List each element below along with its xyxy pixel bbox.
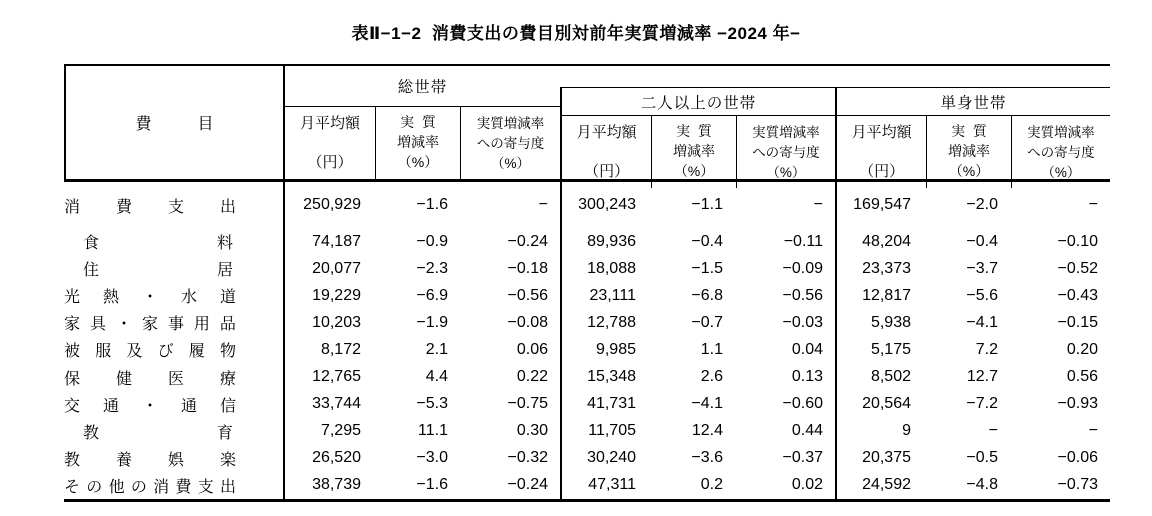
- contribution-cell: 0.06: [516, 340, 548, 358]
- contribution-cell: −0.24: [507, 232, 548, 250]
- row-label: [64, 391, 285, 418]
- row-label-char: 通: [102, 397, 119, 415]
- row-label-char: ・: [115, 316, 132, 334]
- row-label-char: 通: [180, 397, 197, 415]
- row-label-char: 娯: [167, 451, 184, 469]
- row-label-char: 育: [216, 424, 233, 442]
- rate-cell: 2.1: [425, 340, 448, 358]
- row-label: [64, 445, 285, 472]
- row-label-char: 物: [219, 343, 236, 361]
- row-label-char: 他: [108, 478, 125, 496]
- row-label: [64, 182, 285, 228]
- table-row: [64, 445, 1110, 472]
- contribution-cell: −0.75: [507, 395, 548, 413]
- row-label-char: ・: [141, 397, 158, 415]
- rate-cell: 7.2: [975, 340, 998, 358]
- subheader-real-change-rate: [926, 116, 1010, 188]
- table-row: [64, 363, 1110, 390]
- amount-cell: 12,765: [312, 368, 361, 386]
- row-label: [64, 255, 285, 282]
- subheader-line: 実 質: [951, 123, 987, 139]
- row-label-char: 信: [219, 397, 236, 415]
- row-label-char: 居: [216, 262, 233, 280]
- amount-cell: 74,187: [312, 232, 361, 250]
- row-label-char: 消: [64, 198, 81, 216]
- amount-cell: 9,985: [560, 336, 650, 363]
- contribution-cell: −0.09: [782, 259, 823, 277]
- row-label: [64, 228, 285, 255]
- subheader-line: 実 質: [676, 123, 712, 139]
- subheader-line: （円）: [584, 163, 630, 180]
- contribution-cell: −: [813, 196, 823, 213]
- header-group-two-or-more: [560, 66, 835, 179]
- contribution-cell: −0.18: [507, 259, 548, 277]
- row-label-char: 交: [64, 397, 81, 415]
- amount-cell: 19,229: [312, 286, 361, 304]
- amount-cell: 5,175: [835, 336, 925, 363]
- group-title-two-or-more: 二人以上の世帯: [562, 88, 835, 116]
- contribution-cell: −0.60: [782, 395, 823, 413]
- rate-cell: −4.1: [691, 395, 723, 413]
- rate-cell: −1.6: [416, 476, 448, 494]
- amount-cell: 11,705: [560, 418, 650, 445]
- amount-cell: 23,111: [560, 282, 650, 309]
- subheader-line: 実 質: [400, 114, 436, 130]
- row-label-char: 費: [115, 198, 132, 216]
- header-group-all-households: [285, 66, 560, 179]
- row-label-char: 用: [193, 316, 210, 334]
- contribution-cell: 0.30: [516, 422, 548, 440]
- row-label-char: 健: [115, 370, 132, 388]
- contribution-cell: −0.73: [1057, 476, 1098, 494]
- row-label: [64, 282, 285, 309]
- rate-cell: −4.1: [966, 313, 998, 331]
- contribution-cell: −0.93: [1057, 395, 1098, 413]
- amount-cell: 8,502: [835, 363, 925, 390]
- rate-cell: −1.5: [691, 259, 723, 277]
- subheader-line: 増減率: [397, 134, 439, 150]
- rate-cell: −: [988, 422, 998, 440]
- subheader-row: [562, 116, 835, 188]
- subheader-contribution: [460, 107, 560, 179]
- rate-cell: −3.6: [691, 449, 723, 467]
- contribution-cell: −0.52: [1057, 259, 1098, 277]
- subheader-line: （円）: [859, 163, 905, 180]
- amount-cell: 48,204: [835, 228, 925, 255]
- row-label-char: 医: [167, 370, 184, 388]
- row-label-char: 光: [64, 289, 81, 307]
- rate-cell: −1.6: [416, 196, 448, 213]
- row-label-char: 住: [83, 262, 100, 280]
- row-label-char: 消: [153, 478, 170, 496]
- subheader-line: 月平均額: [576, 124, 637, 141]
- contribution-cell: −0.24: [507, 476, 548, 494]
- amount-cell: 30,240: [560, 445, 650, 472]
- table-row: [64, 282, 1110, 309]
- row-label-char: の: [86, 478, 103, 496]
- table-row: [64, 418, 1110, 445]
- contribution-cell: 0.20: [1066, 340, 1098, 358]
- row-label-char: び: [157, 343, 174, 361]
- contribution-cell: −: [1088, 196, 1098, 213]
- subheader-row: [837, 116, 1110, 188]
- contribution-cell: −0.06: [1057, 449, 1098, 467]
- rate-cell: −3.0: [416, 449, 448, 467]
- row-label: [64, 336, 285, 363]
- rate-cell: −6.8: [691, 286, 723, 304]
- contribution-cell: −0.56: [782, 286, 823, 304]
- row-label-char: 被: [64, 343, 81, 361]
- row-label-char: 水: [180, 289, 197, 307]
- amount-cell: 5,938: [835, 309, 925, 336]
- rate-cell: 11.1: [418, 422, 448, 440]
- row-label-char: 及: [126, 343, 143, 361]
- amount-cell: 7,295: [320, 422, 361, 440]
- amount-cell: 38,739: [312, 476, 361, 494]
- amount-cell: 12,817: [835, 282, 925, 309]
- amount-cell: 9: [835, 418, 925, 445]
- subheader-line: （%）: [948, 163, 990, 179]
- item-header-label: [136, 111, 214, 134]
- rate-cell: −3.7: [966, 259, 998, 277]
- amount-cell: 23,373: [835, 255, 925, 282]
- row-label-char: 服: [95, 343, 112, 361]
- amount-cell: 12,788: [560, 309, 650, 336]
- subheader-line: （%）: [766, 165, 806, 180]
- contribution-cell: 0.13: [791, 368, 823, 386]
- header-group-single: [835, 66, 1110, 179]
- row-label-char: 家: [141, 316, 158, 334]
- row-label-char: ・: [141, 289, 158, 307]
- amount-cell: 169,547: [835, 182, 925, 228]
- contribution-cell: 0.04: [791, 340, 823, 358]
- row-label-char: 品: [219, 316, 236, 334]
- row-label-char: 教: [64, 451, 81, 469]
- subheader-contribution: [1011, 116, 1110, 188]
- subheader-line: への寄与度: [1027, 145, 1095, 160]
- rate-cell: −0.9: [416, 232, 448, 250]
- contribution-cell: −: [538, 196, 548, 213]
- row-label-char: 家: [64, 316, 81, 334]
- subheader-line: （%）: [1041, 165, 1081, 180]
- table-row: [64, 472, 1110, 499]
- contribution-cell: −0.10: [1057, 232, 1098, 250]
- amount-cell: 89,936: [560, 228, 650, 255]
- contribution-cell: −0.32: [507, 449, 548, 467]
- table-row: [64, 391, 1110, 418]
- rate-cell: 0.2: [700, 476, 723, 494]
- row-label-char: 楽: [219, 451, 236, 469]
- amount-cell: 33,744: [312, 395, 361, 413]
- rate-cell: −5.3: [416, 395, 448, 413]
- group-box: [835, 87, 1110, 188]
- contribution-cell: 0.44: [791, 422, 823, 440]
- item-header-char: 目: [197, 116, 214, 133]
- rate-cell: −0.4: [966, 232, 998, 250]
- subheader-line: への寄与度: [752, 145, 820, 160]
- header-item-cell: [64, 66, 285, 179]
- group-box: [560, 87, 835, 188]
- rate-cell: −0.4: [691, 232, 723, 250]
- amount-cell: 24,592: [835, 472, 925, 499]
- amount-cell: 10,203: [312, 313, 361, 331]
- contribution-cell: −0.03: [782, 313, 823, 331]
- subheader-line: 増減率: [948, 143, 991, 159]
- subheader-real-change-rate: [651, 116, 735, 188]
- row-label-char: 道: [219, 289, 236, 307]
- rate-cell: −6.9: [416, 286, 448, 304]
- subheader-line: 実質増減率: [752, 125, 820, 140]
- row-label-char: 熱: [102, 289, 119, 307]
- item-header-char: 費: [135, 116, 152, 133]
- table-row: [64, 182, 1110, 228]
- subheader-line: 実質増減率: [1027, 125, 1095, 140]
- subheader-line: （円）: [307, 154, 353, 171]
- table-row: [64, 255, 1110, 282]
- row-label-char: 事: [167, 316, 184, 334]
- subheader-line: 月平均額: [851, 124, 912, 141]
- amount-cell: 47,311: [560, 472, 650, 499]
- amount-cell: 41,731: [560, 391, 650, 418]
- amount-cell: 250,929: [303, 196, 361, 213]
- rate-cell: 12.7: [966, 368, 998, 386]
- table-row: [64, 228, 1110, 255]
- rate-cell: 2.6: [700, 368, 723, 386]
- row-label: [64, 418, 285, 445]
- row-label-char: 支: [197, 478, 214, 496]
- amount-cell: 15,348: [560, 363, 650, 390]
- row-label-char: 支: [167, 198, 184, 216]
- row-label-char: 食: [83, 235, 100, 253]
- amount-cell: 18,088: [560, 255, 650, 282]
- row-label-char: 養: [115, 451, 132, 469]
- rate-cell: 4.4: [425, 368, 448, 386]
- subheader-real-change-rate: [375, 107, 460, 179]
- row-label-char: そ: [64, 478, 81, 496]
- table-row: [64, 309, 1110, 336]
- statistics-table: [64, 64, 1110, 502]
- rate-cell: −0.5: [966, 449, 998, 467]
- rate-cell: 12.4: [691, 422, 723, 440]
- row-label-char: 料: [216, 235, 233, 253]
- amount-cell: 8,172: [320, 340, 361, 358]
- subheader-line: への寄与度: [476, 136, 545, 151]
- row-label-char: 出: [219, 198, 236, 216]
- subheader-line: 月平均額: [299, 115, 360, 132]
- row-label: [64, 363, 285, 390]
- subheader-line: （%）: [673, 163, 715, 179]
- row-label-char: 具: [89, 316, 106, 334]
- table-header: [64, 64, 1110, 182]
- rate-cell: −1.9: [416, 313, 448, 331]
- table-title: 表Ⅱ−1−2 消費支出の費目別対前年実質増減率 −2024 年−: [351, 24, 801, 43]
- rate-cell: 1.1: [700, 340, 723, 358]
- contribution-cell: 0.56: [1066, 368, 1098, 386]
- rate-cell: −0.7: [691, 313, 723, 331]
- rate-cell: −5.6: [966, 286, 998, 304]
- contribution-cell: −0.11: [783, 232, 823, 250]
- contribution-cell: −0.56: [507, 286, 548, 304]
- row-label-char: 履: [188, 343, 205, 361]
- rate-cell: −1.1: [691, 196, 723, 213]
- amount-cell: 20,375: [835, 445, 925, 472]
- subheader-row: [285, 107, 560, 179]
- row-label-char: の: [130, 478, 147, 496]
- contribution-cell: −0.08: [507, 313, 548, 331]
- subheader-monthly-amount: [837, 116, 926, 188]
- table-body: [64, 182, 1110, 502]
- table-row: [64, 336, 1110, 363]
- row-label-char: 出: [219, 478, 236, 496]
- row-label: [64, 309, 285, 336]
- rate-cell: −4.8: [966, 476, 998, 494]
- amount-cell: 300,243: [560, 182, 650, 228]
- amount-cell: 26,520: [312, 449, 361, 467]
- rate-cell: −7.2: [966, 395, 998, 413]
- rate-cell: −2.3: [416, 259, 448, 277]
- group-title-all-households: 総世帯: [285, 66, 560, 107]
- subheader-line: （%）: [490, 156, 530, 171]
- row-label-char: 保: [64, 370, 81, 388]
- row-label-char: 療: [219, 370, 236, 388]
- contribution-cell: 0.22: [516, 368, 548, 386]
- subheader-line: 実質増減率: [476, 116, 545, 131]
- row-label: [64, 472, 285, 499]
- subheader-monthly-amount: [562, 116, 651, 188]
- subheader-line: 増減率: [673, 143, 716, 159]
- contribution-cell: −: [1088, 422, 1098, 440]
- contribution-cell: 0.02: [791, 476, 823, 494]
- subheader-line: （%）: [397, 154, 439, 170]
- group-title-single: 単身世帯: [837, 88, 1110, 116]
- row-label-char: 教: [83, 424, 100, 442]
- rate-cell: −2.0: [966, 196, 998, 213]
- subheader-contribution: [736, 116, 835, 188]
- contribution-cell: −0.43: [1057, 286, 1098, 304]
- amount-cell: 20,564: [835, 391, 925, 418]
- amount-cell: 20,077: [312, 259, 361, 277]
- contribution-cell: −0.37: [782, 449, 823, 467]
- row-label-char: 費: [175, 478, 192, 496]
- contribution-cell: −0.15: [1057, 313, 1098, 331]
- subheader-monthly-amount: [285, 107, 375, 179]
